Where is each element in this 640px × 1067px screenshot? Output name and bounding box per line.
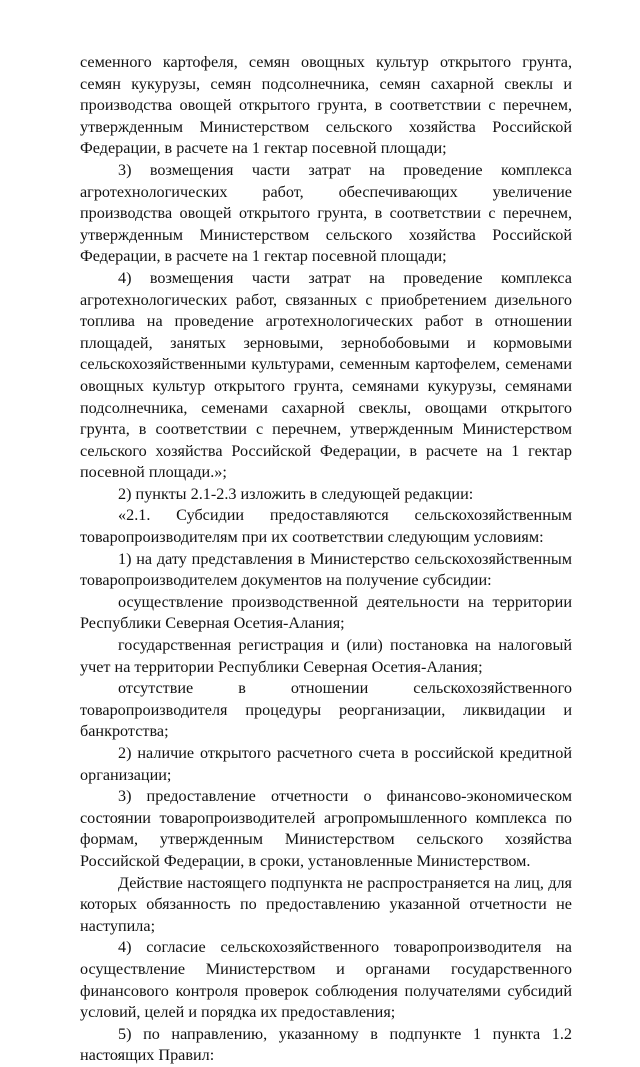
document-body [80,52,572,1067]
paragraph-condition-1c: отсутствие в отношении сельскохозяйственного товаропроизводителя процедуры реорганизации, ликвидации и банкротства; [80,679,572,741]
paragraph-condition-1: 1) на дату представления в Министерство сельскохозяйственным товаропроизводителем документов на получение субсидии: [80,549,572,590]
paragraph-condition-3: 3) предоставление отчетности о финансово-экономическом состоянии товаропроизводителей агропромышленного комплекса по формам, утвержденным Министерством сельского хозяйства Российской Федерации, в сроки, установленные Министерством. [80,787,572,870]
paragraph-condition-2: 2) наличие открытого расчетного счета в российской кредитной организации; [80,744,572,784]
paragraph-item-3: 3) возмещения части затрат на проведение комплекса агротехнологических работ, обеспечивающих увеличение производства овощей открытого грунта, в соответствии с перечнем, утвержденным Министерством сельского хозяйства Российской Федерации, в расчете на 1 гектар посевной площади; [80,160,572,266]
paragraph-condition-1b: государственная регистрация и (или) постановка на налоговый учет на территории Республики Северная Осетия-Алания; [80,636,572,676]
paragraph-condition-1a: осуществление производственной деятельности на территории Республики Северная Осетия-Алания; [80,592,572,633]
paragraph-continuation: семенного картофеля, семян овощных культур открытого грунта, семян кукурузы, семян подсолнечника, семян сахарной свеклы и производства овощей открытого грунта, в соответствии с перечнем, утвержденным Министерством сельского хозяйства Российской Федерации, в расчете на 1 гектар посевной площади; [80,53,572,158]
paragraph-clause-2-1: «2.1. Субсидии предоставляются сельскохозяйственным товаропроизводителям при их соответствии следующим условиям: [80,506,572,547]
paragraph-condition-5: 5) по направлению, указанному в подпункте 1 пункта 1.2 настоящих Правил: [80,1024,572,1065]
paragraph-item-4: 4) возмещения части затрат на проведение комплекса агротехнологических работ, связанных с приобретением дизельного топлива на проведение агротехнологических работ в отношении площадей, занятых зерновыми, зернобобовыми и кормовыми сельскохозяйственными культурами, семенным картофелем, семенами овощных культур открытого грунта, семянами кукурузы, семянами подсолнечника, семенами сахарной свеклы, овощами открытого грунта, в соответствии с перечнем, утвержденным Министерством сельского хозяйства Российской Федерации, в расчете на 1 гектар посевной площади.»; [80,268,572,482]
paragraph-condition-4: 4) согласие сельскохозяйственного товаропроизводителя на осуществление Министерством и органами государственного финансового контроля проверок соблюдения получателями субсидий условий, целей и порядка их предоставления; [80,938,572,1022]
paragraph-amendment-2: 2) пункты 2.1-2.3 изложить в следующей редакции: [118,484,474,503]
paragraph-condition-3-note: Действие настоящего подпункта не распространяется на лиц, для которых обязанность по предоставлению указанной отчетности не наступила; [80,873,572,935]
